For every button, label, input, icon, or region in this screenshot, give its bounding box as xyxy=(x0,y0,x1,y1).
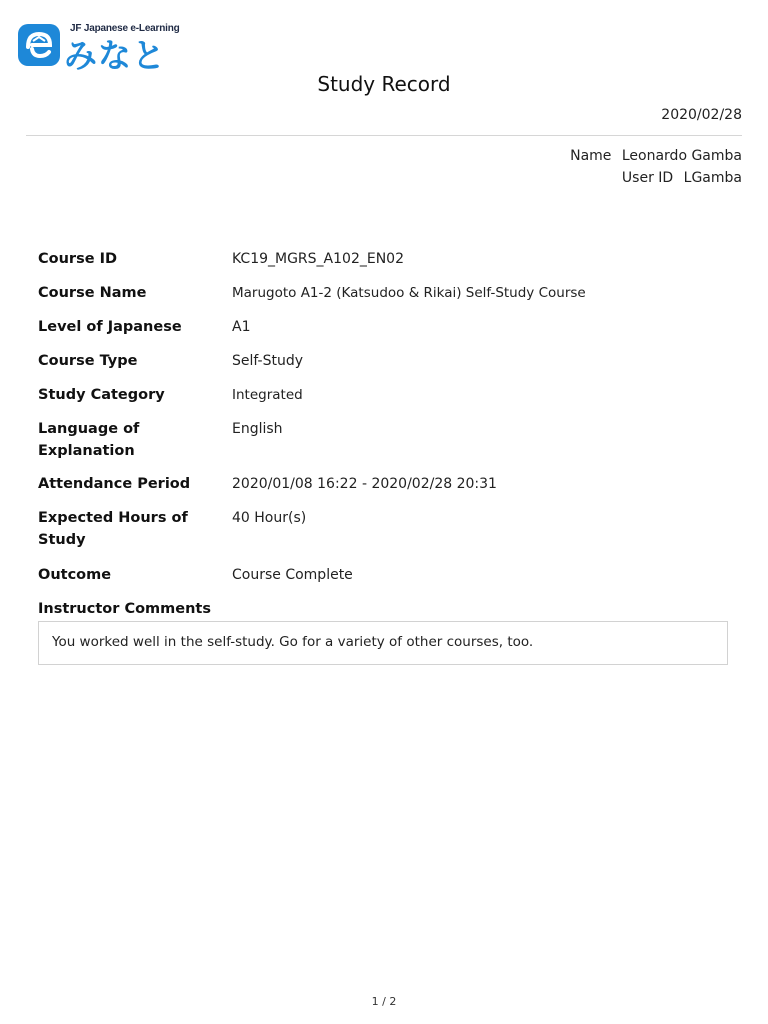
hours-label-line1: Expected Hours of xyxy=(38,510,188,526)
page-number: 1 / 2 xyxy=(371,995,397,1008)
page-title: Study Record xyxy=(317,72,451,96)
user-id-label: User ID xyxy=(621,170,674,186)
logo-subtitle: JF Japanese e-Learning xyxy=(70,23,180,34)
course-id-label: Course ID xyxy=(38,251,118,267)
outcome-label: Outcome xyxy=(38,567,112,583)
name-value: Leonardo Gamba xyxy=(621,148,742,164)
hours-label xyxy=(38,507,218,551)
record-date: 2020/02/28 xyxy=(661,107,742,123)
language-value: English xyxy=(232,421,283,437)
study-category-label: Study Category xyxy=(38,387,165,403)
course-name-label: Course Name xyxy=(38,285,147,301)
user-name-line xyxy=(570,148,742,164)
course-name-value: Marugoto A1-2 (Katsudoo & Rikai) Self-Study Course xyxy=(232,285,586,301)
e-logo-icon xyxy=(18,24,60,66)
level-value: A1 xyxy=(232,319,251,335)
user-id-line xyxy=(622,170,742,186)
study-category-value: Integrated xyxy=(232,387,303,403)
course-type-value: Self-Study xyxy=(232,353,304,369)
comments-box xyxy=(38,621,728,665)
comments-label: Instructor Comments xyxy=(38,601,211,617)
level-label: Level of Japanese xyxy=(38,319,182,335)
outcome-value: Course Complete xyxy=(232,567,353,583)
language-label-line2: Explanation xyxy=(38,443,135,459)
language-label xyxy=(38,418,218,462)
course-id-value: KC19_MGRS_A102_EN02 xyxy=(232,251,404,267)
logo-wordmark: みなと xyxy=(64,36,166,75)
name-label: Name xyxy=(570,148,612,164)
hours-value: 40 Hour(s) xyxy=(232,510,307,526)
user-id-value: LGamba xyxy=(683,170,742,186)
logo xyxy=(18,22,188,75)
language-label-line1: Language of xyxy=(38,421,140,437)
course-type-label: Course Type xyxy=(38,353,138,369)
attendance-label: Attendance Period xyxy=(38,476,191,492)
comments-text: You worked well in the self-study. Go for a variety of other courses, too. xyxy=(52,634,534,650)
hours-label-line2: Study xyxy=(38,532,86,548)
attendance-value: 2020/01/08 16:22 - 2020/02/28 20:31 xyxy=(232,476,497,492)
header-divider xyxy=(26,135,742,136)
